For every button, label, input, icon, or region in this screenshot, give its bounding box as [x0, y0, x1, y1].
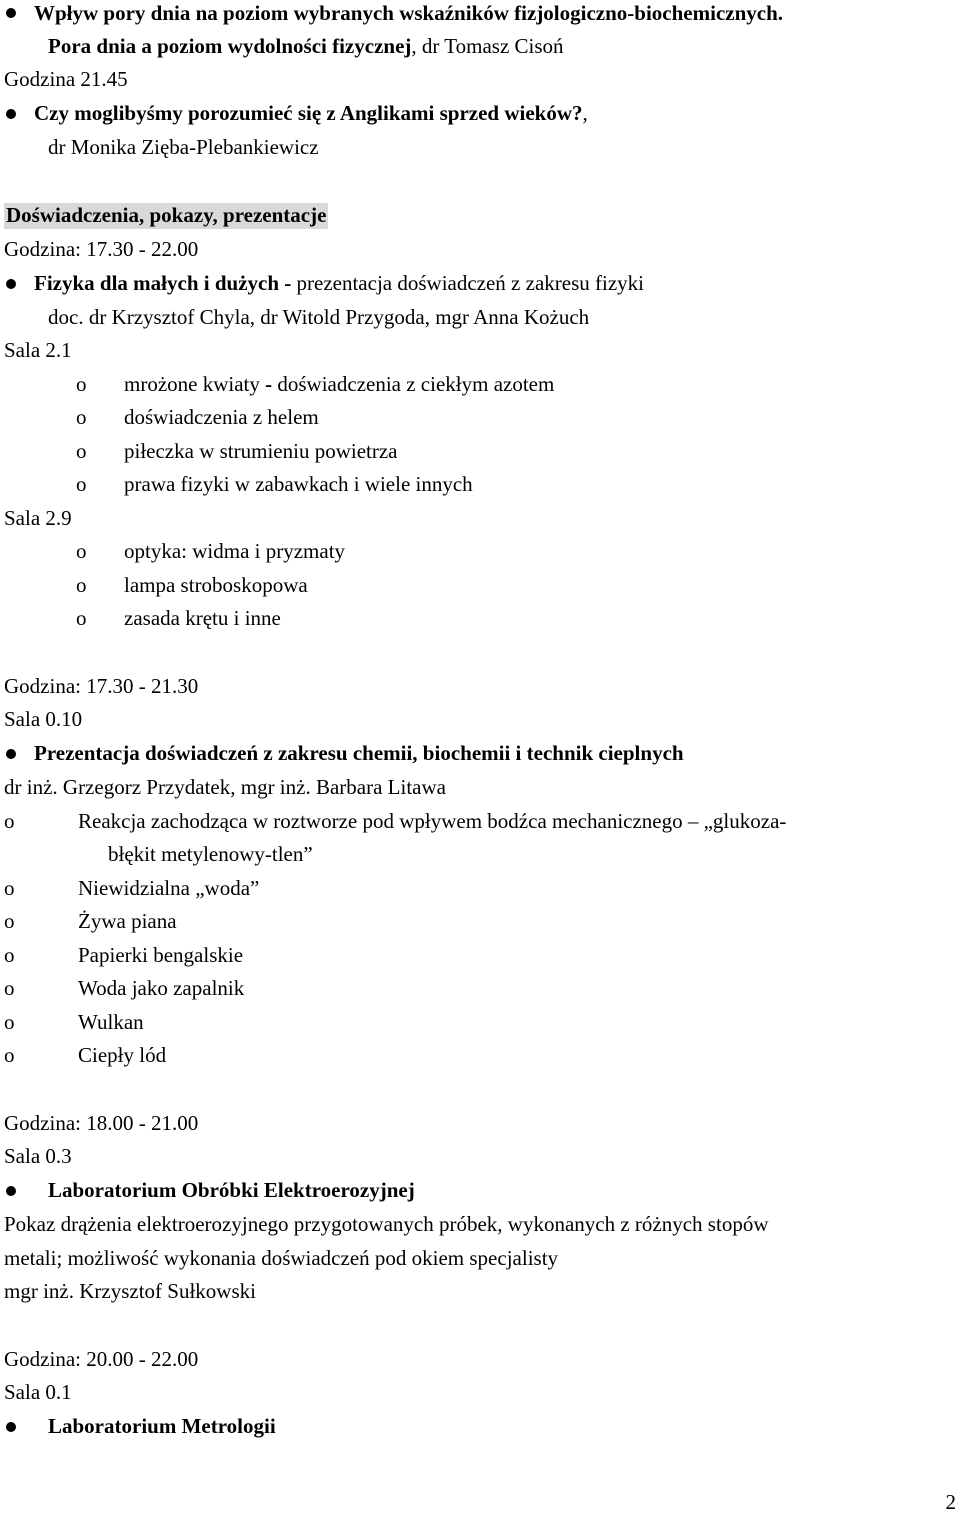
list-item: Woda jako zapalnik: [78, 976, 245, 1000]
room-label: Sala 2.9: [4, 506, 72, 530]
room-label: Sala 2.1: [4, 338, 72, 362]
bullet-icon: [6, 749, 16, 759]
chemistry-authors: dr inż. Grzegorz Przydatek, mgr inż. Barbara Litawa: [4, 775, 446, 799]
list-item-continuation: błękit metylenowy-tlen”: [108, 842, 313, 866]
bullet-icon: [6, 279, 16, 289]
list-marker: o: [4, 943, 15, 967]
chemistry-title: Prezentacja doświadczeń z zakresu chemii, biochemii i technik cieplnych: [34, 741, 684, 765]
bullet-icon: [6, 8, 16, 18]
list-item: prawa fizyki w zabawkach i wiele innych: [124, 472, 473, 496]
physics-title: [34, 270, 644, 296]
list-item: Reakcja zachodząca w roztworze pod wpływem bodźca mechanicznego – „glukoza-: [78, 809, 787, 833]
physics-authors: doc. dr Krzysztof Chyla, dr Witold Przygoda, mgr Anna Kożuch: [48, 305, 590, 329]
section-heading-text: Doświadczenia, pokazy, prezentacje: [6, 203, 327, 227]
bullet-icon: [6, 109, 16, 119]
bullet-icon: [6, 1422, 16, 1432]
lecture-subtitle: [48, 33, 564, 59]
time-label: Godzina: 17.30 - 22.00: [4, 237, 199, 261]
list-marker: o: [4, 1043, 15, 1067]
list-item: lampa stroboskopowa: [124, 573, 308, 597]
list-marker: o: [76, 372, 87, 396]
room-label: Sala 0.3: [4, 1144, 72, 1168]
list-marker: o: [4, 976, 15, 1000]
lecture-subtitle-bold: Pora dnia a poziom wydolności fizycznej: [48, 34, 412, 58]
section-heading: [4, 202, 328, 228]
lab-description: Pokaz drążenia elektroerozyjnego przygotowanych próbek, wykonanych z różnych stopów: [4, 1212, 769, 1236]
list-item: Niewidzialna „woda”: [78, 876, 260, 900]
list-item: Ciepły lód: [78, 1043, 167, 1067]
list-item: [124, 371, 554, 397]
lab-description-cont: metali; możliwość wykonania doświadczeń pod okiem specjalisty: [4, 1246, 559, 1270]
list-item-text: mrożone kwiaty: [124, 372, 266, 396]
list-marker: o: [76, 539, 87, 563]
list-item: optyka: widma i pryzmaty: [124, 539, 346, 563]
list-marker: o: [4, 876, 15, 900]
lab-title: Laboratorium Obróbki Elektroerozyjnej: [48, 1178, 415, 1202]
time-label: Godzina 21.45: [4, 67, 128, 91]
time-label: Godzina: 17.30 - 21.30: [4, 674, 199, 698]
time-label: Godzina: 20.00 - 22.00: [4, 1347, 199, 1371]
list-marker: o: [76, 472, 87, 496]
lecture-author: , dr Tomasz Cisoń: [411, 34, 564, 58]
list-marker: o: [76, 573, 87, 597]
bullet-icon: [6, 1186, 16, 1196]
list-item: Wulkan: [78, 1010, 144, 1034]
list-marker: o: [4, 809, 15, 833]
list-item: doświadczenia z helem: [124, 405, 319, 429]
lab-author: mgr inż. Krzysztof Sułkowski: [4, 1279, 256, 1303]
lecture-title-2-comma: ,: [582, 101, 588, 125]
list-item-rest: doświadczenia z ciekłym azotem: [277, 372, 555, 396]
list-marker: o: [4, 1010, 15, 1034]
room-label: Sala 0.10: [4, 707, 83, 731]
time-label: Godzina: 18.00 - 21.00: [4, 1111, 199, 1135]
list-item: Żywa piana: [78, 909, 177, 933]
room-label: Sala 0.1: [4, 1380, 72, 1404]
list-marker: o: [4, 909, 15, 933]
list-marker: o: [76, 405, 87, 429]
physics-title-bold: Fizyka dla małych i dużych -: [34, 271, 292, 295]
lecture-title: Wpływ pory dnia na poziom wybranych wskaźników fizjologiczno-biochemicznych.: [34, 1, 784, 25]
lecture-title-2: [34, 100, 588, 126]
list-marker: o: [76, 439, 87, 463]
lab-title-metrology: Laboratorium Metrologii: [48, 1414, 276, 1438]
list-marker: o: [76, 606, 87, 630]
page-number: 2: [945, 1490, 956, 1514]
physics-title-rest: prezentacja doświadczeń z zakresu fizyki: [291, 271, 644, 295]
list-item: piłeczka w strumieniu powietrza: [124, 439, 398, 463]
lecture-author-2: dr Monika Zięba-Plebankiewicz: [48, 135, 319, 159]
lecture-title-2-text: Czy moglibyśmy porozumieć się z Anglikami sprzed wieków?: [34, 101, 583, 125]
list-item: Papierki bengalskie: [78, 943, 244, 967]
list-item: zasada krętu i inne: [124, 606, 281, 630]
list-item-dash: -: [265, 372, 278, 396]
